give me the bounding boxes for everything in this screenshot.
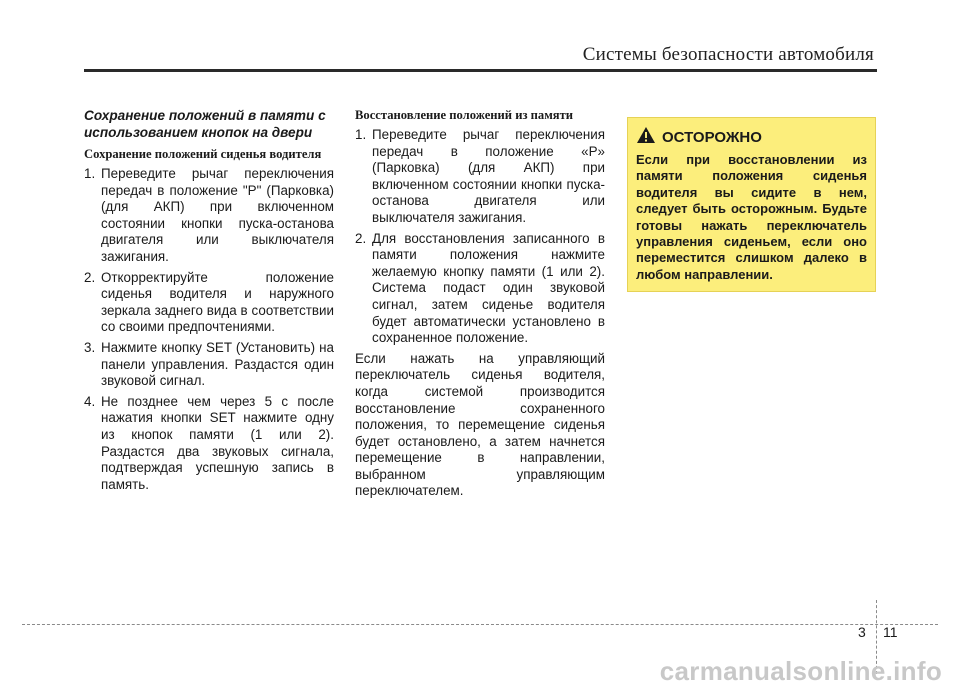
steps-list — [355, 127, 605, 347]
list-item — [355, 231, 605, 347]
step-number: 4. — [84, 393, 96, 409]
warning-text: Если при восстановлении из памяти положения сиденья водителя вы сидите в нем, следует быть осторожным. Будьте готовы нажать переключатель управления сиденьем, если оно переместится слишком далеко в любом направлении. — [636, 152, 867, 282]
step-number: 1. — [355, 127, 367, 142]
section-heading: Сохранение положений в памяти с использованием кнопок на двери — [84, 108, 326, 140]
steps-list — [84, 166, 334, 493]
left-column — [84, 108, 334, 497]
warning-title: ОСТОРОЖНО — [662, 129, 762, 146]
list-item — [84, 394, 334, 494]
page-number: 11 — [883, 624, 898, 640]
body-paragraph: Если нажать на управляющий переключатель сиденья водителя, когда системой производится восстановление сохраненного положения, то перемещение сиденья будет остановлено, а затем начнется перемещение в направлении, выбранном управляющим переключателем. — [355, 350, 605, 499]
step-text: Нажмите кнопку SET (Установить) на панели управления. Раздастся один звуковой сигнал. — [101, 339, 334, 389]
step-text: Переведите рычаг переключения передач в положение «P» (Парковка) (для АКП) при включенном состоянии кнопки пуска-останова двигателя или выключателя зажигания. — [372, 127, 605, 225]
section-title: Системы безопасности автомобиля — [582, 44, 874, 65]
subsection-heading: Сохранение положений сиденья водителя — [84, 147, 322, 161]
step-text: Не позднее чем через 5 с после нажатия кнопки SET нажмите одну из кнопок памяти (1 или 2). Раздастся два звуковых сигнала, подтверждая успешную запись в память. — [101, 393, 334, 492]
footer-divider — [22, 624, 938, 625]
list-item — [84, 270, 334, 336]
step-text: Для восстановления записанного в памяти положения нажмите желаемую кнопку памяти (1 или 2). Система подаст один звуковой сигнал, затем сиденье водителя будет автоматически установлено в сохраненное положение. — [372, 230, 605, 346]
list-item — [84, 166, 334, 266]
step-text: Переведите рычаг переключения передач в положение "P" (Парковка) (для АКП) при включенном состоянии кнопки пуска-останова двигателя или выключателя зажигания. — [101, 166, 334, 264]
middle-column — [355, 108, 605, 500]
step-text: Откорректируйте положение сиденья водителя и наружного зеркала заднего вида в соответствии со своими предпочтениями. — [101, 269, 334, 335]
warning-header — [636, 126, 867, 149]
step-number: 3. — [84, 339, 96, 355]
warning-triangle-icon — [636, 126, 656, 149]
list-item — [84, 340, 334, 390]
warning-box — [627, 117, 876, 292]
watermark: carmanualsonline.info — [659, 656, 942, 686]
step-number: 2. — [84, 269, 96, 285]
list-item — [355, 127, 605, 227]
subsection-heading: Восстановление положений из памяти — [355, 108, 574, 122]
chapter-number: 3 — [858, 624, 866, 640]
header-divider — [84, 69, 877, 72]
step-number: 1. — [84, 166, 96, 181]
step-number: 2. — [355, 230, 367, 246]
